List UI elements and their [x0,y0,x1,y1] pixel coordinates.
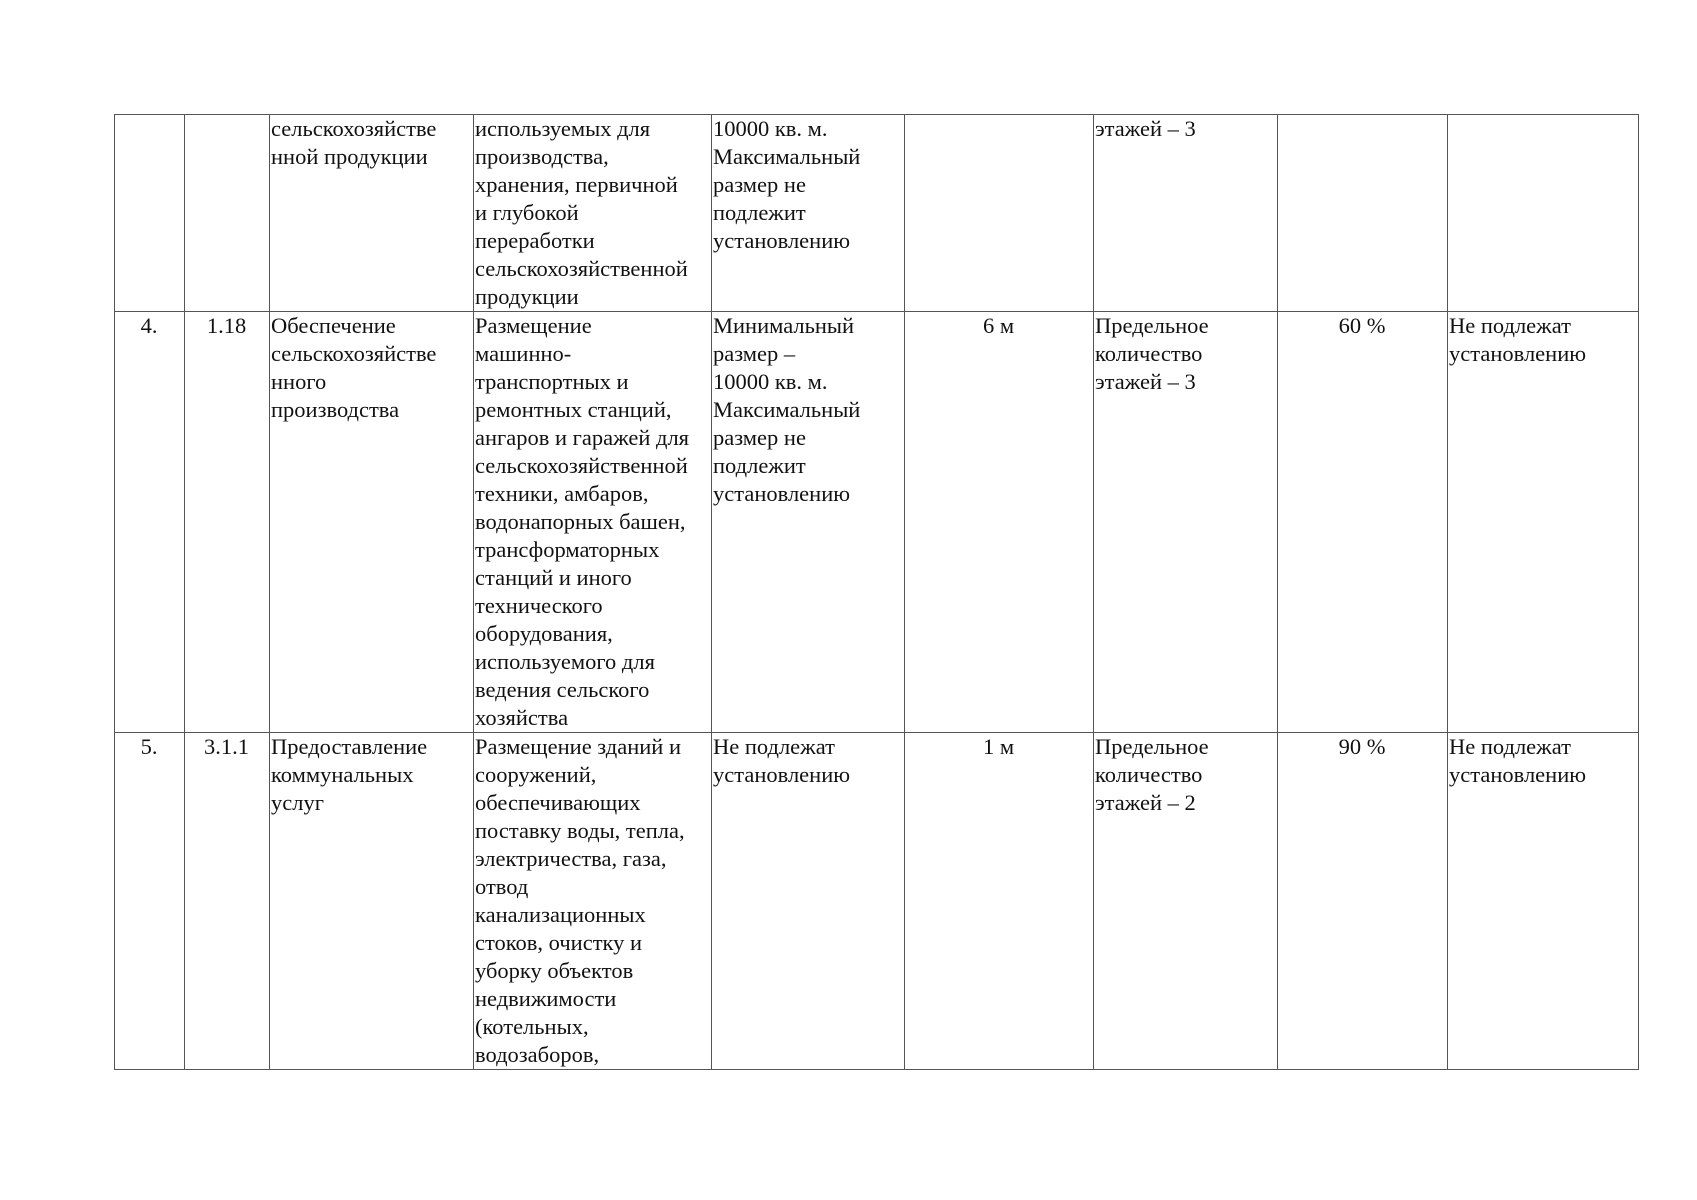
floor-limit: этажей – 3 [1094,115,1278,312]
max-coverage [1278,115,1448,312]
land-use-description: Размещение машинно- транспортных и ремонтных станций, ангаров и гаражей для сельскохозяйственной техники, амбаров, водонапорных башен, трансформаторных станций и иного технического оборудования, используемого для ведения сельского хозяйства [474,312,712,733]
max-coverage: 60 % [1278,312,1448,733]
minimum-setback [905,115,1094,312]
row-number [115,115,185,312]
minimum-setback: 1 м [905,733,1094,1070]
land-use-name: Предоставление коммунальных услуг [270,733,474,1070]
table-row [115,733,1639,1070]
row-number: 4. [115,312,185,733]
row-number: 5. [115,733,185,1070]
table-row [115,115,1639,312]
land-use-name: сельскохозяйстве нной продукции [270,115,474,312]
minimum-setback: 6 м [905,312,1094,733]
classifier-code [185,115,270,312]
floor-limit: Предельное количество этажей – 3 [1094,312,1278,733]
land-use-description: Размещение зданий и сооружений, обеспечивающих поставку воды, тепла, электричества, газа, отвод канализационных стоков, очистку и уборку объектов недвижимости (котельных, водозаборов, [474,733,712,1070]
land-use-regulations-table [114,114,1639,1070]
other-parameters: Не подлежат установлению [1448,733,1639,1070]
classifier-code: 3.1.1 [185,733,270,1070]
max-coverage: 90 % [1278,733,1448,1070]
land-use-name: Обеспечение сельскохозяйстве нного производства [270,312,474,733]
plot-size-limits: Минимальный размер – 10000 кв. м. Максимальный размер не подлежит установлению [712,312,905,733]
classifier-code: 1.18 [185,312,270,733]
other-parameters [1448,115,1639,312]
floor-limit: Предельное количество этажей – 2 [1094,733,1278,1070]
land-use-description: используемых для производства, хранения, первичной и глубокой переработки сельскохозяйственной продукции [474,115,712,312]
plot-size-limits: 10000 кв. м. Максимальный размер не подлежит установлению [712,115,905,312]
plot-size-limits: Не подлежат установлению [712,733,905,1070]
table-row [115,312,1639,733]
other-parameters: Не подлежат установлению [1448,312,1639,733]
